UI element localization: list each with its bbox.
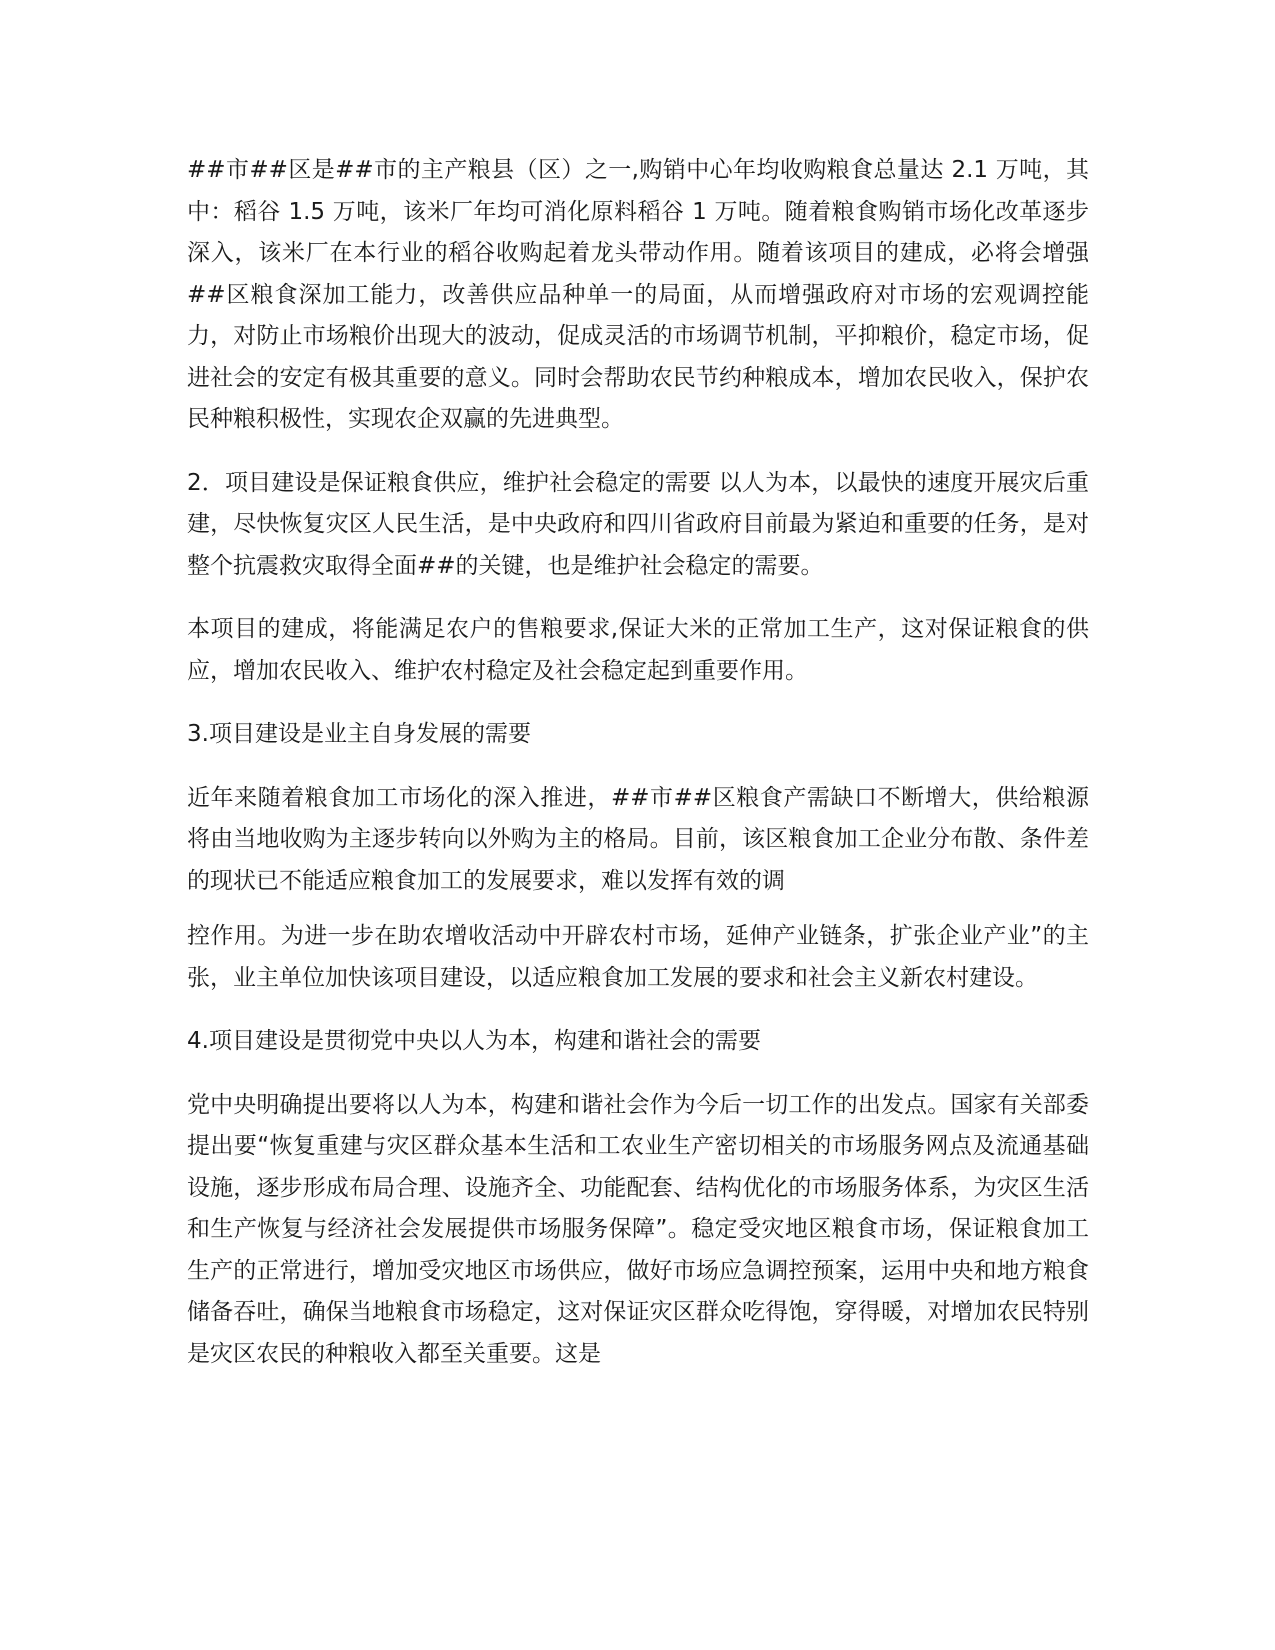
paragraph-grain-county: ##市##区是##市的主产粮县（区）之一,购销中心年均收购粮食总量达 2.1 万吨，其中：稻谷 1.5 万吨，该米厂年均可消化原料稻谷 1 万吨。随着粮食购销市场化改革逐步深入，该米厂在本行业的稻谷收购起着龙头带动作用。随着该项目的建成，必将会增强##区粮食深加工能力，改善供应品种单一的局面，从而增强政府对市场的宏观调控能力，对防止市场粮价出现大的波动，促成灵活的市场调节机制，平抑粮价，稳定市场，促进社会的安定有极其重要的意义。同时会帮助农民节约种粮成本，增加农民收入，保护农民种粮积极性，实现农企双赢的先进典型。 [187, 157, 1089, 432]
paragraph-processing-market: 近年来随着粮食加工市场化的深入推进，##市##区粮食产需缺口不断增大，供给粮源将由当地收购为主逐步转向以外购为主的格局。目前，该区粮食加工企业分布散、条件差的现状已不能适应粮食加工的发展要求，难以发挥有效的调 [187, 784, 1089, 894]
paragraph-project-completion: 本项目的建成，将能满足农户的售粮要求,保证大米的正常加工生产，这对保证粮食的供应，增加农民收入、维护农村稳定及社会稳定起到重要作用。 [187, 616, 1089, 684]
paragraph-central-committee: 党中央明确提出要将以人为本，构建和谐社会作为今后一切工作的出发点。国家有关部委提出要“恢复重建与灾区群众基本生活和工农业生产密切相关的市场服务网点及流通基础设施，逐步形成布局合理、设施齐全、功能配套、结构优化的市场服务体系，为灾区生活和生产恢复与经济社会发展提供市场服务保障”。稳定受灾地区粮食市场，保证粮食加工生产的正常进行，增加受灾地区市场供应，做好市场应急调控预案，运用中央和地方粮食储备吞吐，确保当地粮食市场稳定，这对保证灾区群众吃得饱，穿得暖，对增加农民特别是灾区农民的种粮收入都至关重要。这是 [187, 1091, 1089, 1367]
document-body [187, 150, 1089, 1397]
paragraph-control-role: 控作用。为进一步在助农增收活动中开辟农村市场，延伸产业链条，扩张企业产业”的主张，业主单位加快该项目建设，以适应粮食加工发展的要求和社会主义新农村建设。 [187, 923, 1089, 991]
paragraph-item-2-grain-supply: 2．项目建设是保证粮食供应，维护社会稳定的需要 以人为本，以最快的速度开展灾后重建，尽快恢复灾区人民生活，是中央政府和四川省政府目前最为紧迫和重要的任务，是对整个抗震救灾取得全面##的关键，也是维护社会稳定的需要。 [187, 469, 1089, 579]
heading-item-3-owner-development: 3.项目建设是业主自身发展的需要 [187, 721, 531, 747]
heading-item-4-harmonious-society: 4.项目建设是贯彻党中央以人为本，构建和谐社会的需要 [187, 1028, 761, 1054]
